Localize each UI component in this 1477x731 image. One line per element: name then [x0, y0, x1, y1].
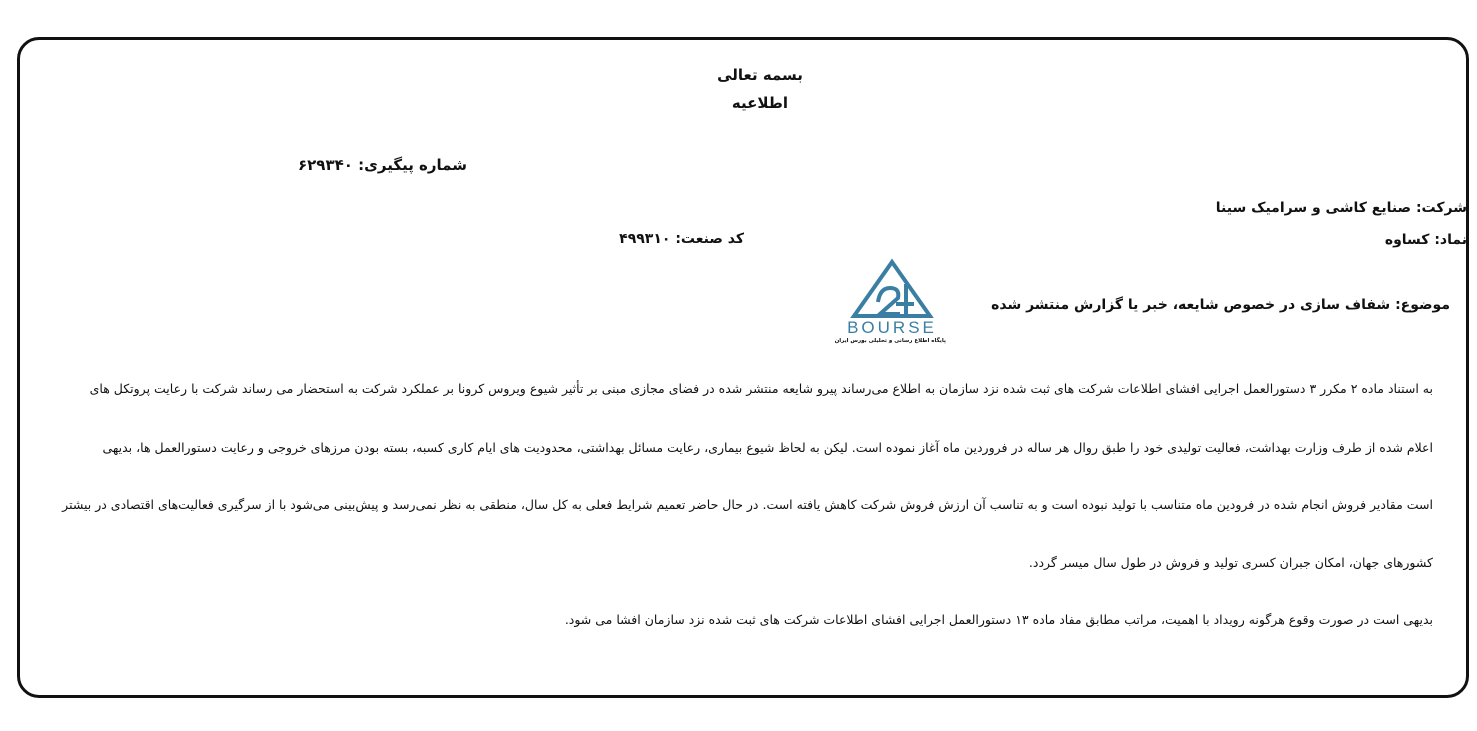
symbol-label: نماد: [1434, 232, 1467, 248]
subject-label: موضوع: [1395, 297, 1450, 313]
body-line-3: است مقادیر فروش انجام شده در فرودین ماه متناسب با تولید نبوده است و به تناسب آن ارزش فروش شرکت کاهش یافته است. در حال حاضر تعمیم شرایط فعلی به کل سال، منطقی به نظر نمی‌رسد و پیش‌بینی می‌شود با از سرگیری فعالیت‌های اقتصادی در بیشتر [62, 497, 1433, 512]
industry-code-value: ۴۹۹۳۱۰ [619, 231, 671, 247]
industry-code-line [619, 231, 744, 247]
subject-line [991, 297, 1450, 313]
body-line-1: به استناد ماده ۲ مکرر ۳ دستورالعمل اجرایی افشای اطلاعات شرکت های ثبت شده نزد سازمان به اطلاع می‌رساند پیرو شایعه منتشر شده در فضای مجازی مبنی بر تأثیر شیوع ویروس کرونا بر عملکرد شرکت به استحضار می رساند شرکت با رعایت پروتکل های [89, 381, 1433, 396]
bourse-logo [834, 258, 950, 354]
logo-tagline: پایگاه اطلاع رسانی و تحلیلی بورس ایران [834, 338, 946, 344]
tracking-label: شماره پیگیری: [358, 156, 467, 174]
notice-heading: اطلاعیه [731, 94, 789, 112]
industry-code-label: کد صنعت: [675, 231, 744, 247]
subject-text: شفاف سازی در خصوص شایعه، خبر یا گزارش منتشر شده [991, 297, 1391, 313]
tracking-value: ۶۲۹۳۴۰ [297, 156, 353, 174]
body-line-2: اعلام شده از طرف وزارت بهداشت، فعالیت تولیدی خود را طبق روال هر ساله در فروردین ماه آغاز نموده است. لیکن به لحاظ شیوع بیماری، رعایت مسائل بهداشتی، محدودیت های ایام کاری کسبه، بسته بودن مرزهای خروجی و رعایت دستورالعمل ها، بدیهی [102, 440, 1433, 455]
document-frame [17, 37, 1469, 698]
logo-wordmark: BOURSE [847, 318, 937, 337]
symbol-line [1385, 232, 1467, 248]
tracking-number [298, 156, 467, 174]
body-line-4: کشورهای جهان، امکان جبران کسری تولید و فروش در طول سال میسر گردد. [1028, 555, 1433, 570]
company-line [1216, 200, 1467, 216]
company-name: صنایع کاشی و سرامیک سینا [1215, 200, 1412, 216]
bismillah-heading: بسمه تعالی [717, 66, 803, 84]
body-line-5: بدیهی است در صورت وقوع هرگونه رویداد با اهمیت، مراتب مطابق مفاد ماده ۱۳ دستورالعمل اجرایی افشای اطلاعات شرکت های ثبت شده نزد سازمان افشا می شود. [564, 612, 1433, 627]
company-label: شرکت: [1415, 200, 1467, 216]
symbol-value: کساوه [1384, 232, 1430, 248]
